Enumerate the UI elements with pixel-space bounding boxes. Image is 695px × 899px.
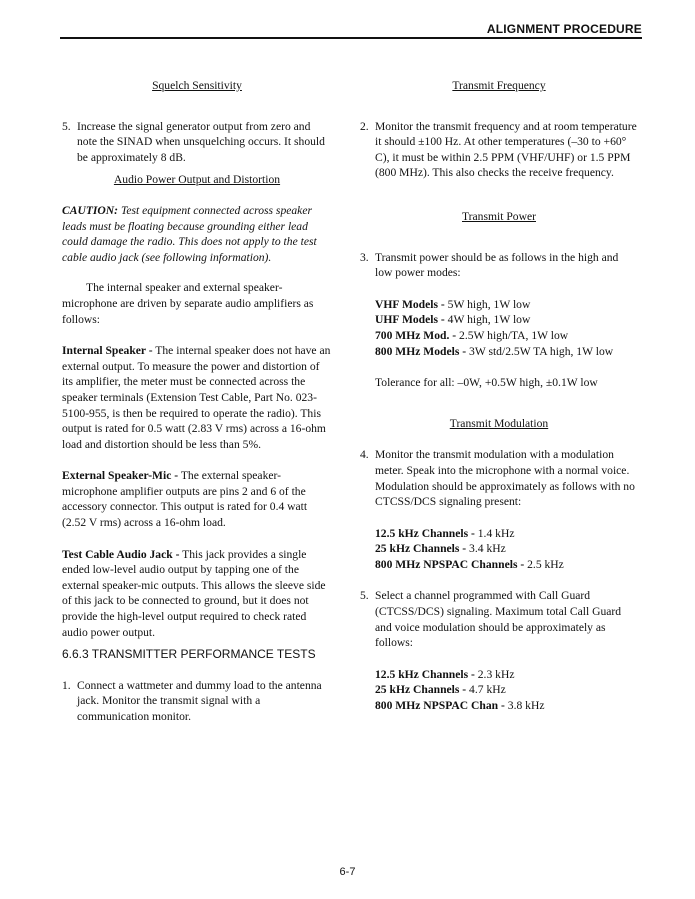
caution-paragraph [62,203,332,265]
header-rule [60,37,642,39]
spec-label: UHF Models - [375,313,445,327]
step-3-power [360,250,638,281]
spec-label: 800 MHz NPSPAC Channels - [375,557,525,571]
modulation-spec-row [375,541,638,557]
step-number: 4. [360,448,369,462]
left-column [62,78,332,725]
page-number: 6-7 [339,866,356,878]
spec-label: 25 kHz Channels - [375,542,467,556]
external-speaker-mic-paragraph [62,468,332,530]
spec-label: 700 MHz Mod. - [375,328,457,342]
power-spec-list [360,297,638,359]
step-text: Increase the signal generator output from zero and note the SINAD when unsquelching occurs. It should be approximately 8 dB. [77,119,325,164]
step-number: 2. [360,119,369,133]
power-spec-row [375,312,638,328]
running-header: ALIGNMENT PROCEDURE [486,22,642,36]
transmit-modulation-heading: Transmit Modulation [449,416,549,430]
caution-label: CAUTION: [62,203,119,217]
spec-value: 5W high, 1W low [444,297,531,311]
spec-value: 3.8 kHz [504,699,545,713]
step-text: Select a channel programmed with Call Guard (CTCSS/DCS) signaling. Maximum total Call Guard and voice modulation should be approximately as follows: [375,589,622,650]
spec-value: 3.4 kHz [466,542,506,556]
power-tolerance: Tolerance for all: –0W, +0.5W high, ±0.1W low [375,376,598,390]
step-number: 3. [360,250,369,264]
step-number: 5. [62,119,71,133]
modulation-spec-row [375,557,638,573]
external-speaker-mic-label: External Speaker-Mic - [62,469,179,483]
call-guard-spec-row [375,667,638,683]
spec-value: 2.3 kHz [474,667,515,681]
modulation-spec-list [360,526,638,573]
squelch-sensitivity-heading: Squelch Sensitivity [152,79,242,92]
internal-speaker-text: The internal speaker does not have an external output. To measure the power and distortion of its amplifier, the meter must be connected across the speaker terminals (Extension Test Cable, Part No. 023-5100-955, is then be required to operate the radio). This output is rated for 0.5 watt (2.83 V rms) across a 16-ohm load and distortion should be less than 5%. [62,344,331,451]
right-column [360,78,638,714]
spec-value: 2.5W high/TA, 1W low [456,328,569,342]
spec-label: 25 kHz Channels - [375,683,467,697]
transmit-frequency-heading: Transmit Frequency [452,79,546,92]
step-5-call-guard [360,588,638,650]
spec-value: 4W high, 1W low [444,313,531,327]
step-4-modulation [360,447,638,509]
power-spec-row [375,328,638,344]
internal-speaker-label: Internal Speaker - [62,344,153,358]
spec-value: 4.7 kHz [466,683,506,697]
spec-label: VHF Models - [375,297,445,311]
internal-speaker-paragraph [62,343,332,452]
test-cable-paragraph [62,547,332,641]
call-guard-spec-row [375,698,638,714]
step-text: Monitor the transmit modulation with a modulation meter. Speak into the microphone with a normal voice. Modulation should be approximately as follows with no CTCSS/DCS signaling present: [375,448,635,509]
spec-label: 12.5 kHz Channels - [375,526,475,540]
spec-label: 800 MHz NPSPAC Chan - [375,699,505,713]
power-spec-row [375,344,638,360]
spec-label: 12.5 kHz Channels - [375,667,475,681]
spec-value: 3W std/2.5W TA high, 1W low [466,344,614,358]
step-text: Connect a wattmeter and dummy load to the antenna jack. Monitor the transmit signal with a communication monitor. [77,678,322,723]
caution-text: Test equipment connected across speaker leads must be floating because grounding either lead could damage the radio. This does not apply to the test cable audio jack (see following information). [62,203,317,264]
step-1-transmitter [62,678,332,725]
transmitter-tests-heading: 6.6.3 TRANSMITTER PERFORMANCE TESTS [62,647,316,662]
power-spec-row [375,297,638,313]
modulation-spec-row [375,526,638,542]
test-cable-label: Test Cable Audio Jack - [62,547,180,561]
audio-power-heading: Audio Power Output and Distortion [113,173,281,187]
step-number: 5. [360,589,369,603]
call-guard-spec-list [360,667,638,714]
intro-paragraph: The internal speaker and external speaker-microphone are driven by separate audio amplifiers as follows: [62,281,314,326]
step-text: Transmit power should be as follows in the high and low power modes: [375,250,619,280]
transmit-power-heading: Transmit Power [462,209,536,223]
step-5-squelch [62,119,332,166]
external-speaker-mic-text: The external speaker-microphone amplifier outputs are pins 2 and 6 of the accessory connector. This output is rated for 0.4 watt (2.52 V rms) across a 16-ohm load. [62,469,308,530]
test-cable-text: This jack provides a single ended low-level audio output by tapping one of the external speaker-mic outputs. This allows the sleeve side of this jack to be connected to ground, but it does not provide the high-level output required to check rated audio power output. [62,547,326,639]
step-text: Monitor the transmit frequency and at room temperature it should ±100 Hz. At other temperatures (–30 to +60° C), it must be within 2.5 PPM (VHF/UHF) or 1.5 PPM (800 MHz). This also checks the receive frequency. [375,119,637,180]
spec-value: 2.5 kHz [524,557,564,571]
call-guard-spec-row [375,682,638,698]
step-2-frequency [360,119,638,181]
step-number: 1. [62,678,71,692]
spec-value: 1.4 kHz [474,526,515,540]
spec-label: 800 MHz Models - [375,344,467,358]
